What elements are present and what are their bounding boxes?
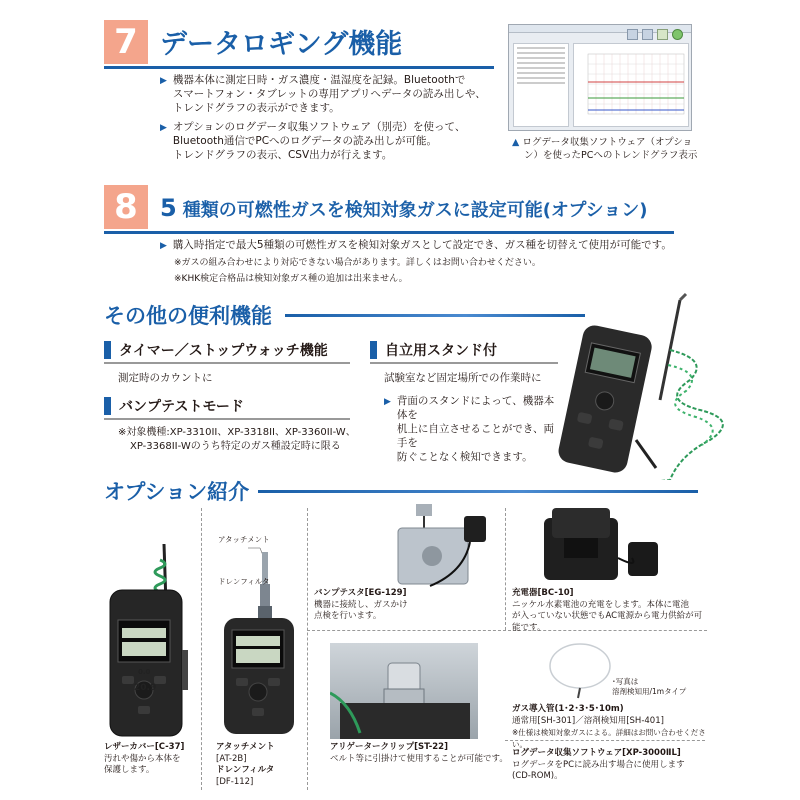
heading-text: タイマー／ストップウォッチ機能 [119, 343, 328, 359]
caption-title: アタッチメント [216, 742, 275, 752]
section-8-title-text: 種類の可燃性ガスを検知対象ガスに設定可能(オプション) [182, 200, 648, 221]
triangle-bullet-icon: ▶ [160, 123, 167, 133]
section-7-title: データロギング機能 [160, 29, 403, 60]
timer-text: 測定時のカウントに [118, 372, 213, 384]
section-7-bullets [160, 73, 500, 162]
gas-tube-caption [512, 704, 708, 750]
bullet-text: トレンドグラフの表示ができます。 [172, 102, 340, 114]
heading-text: バンプテストモード [119, 399, 244, 415]
caption-text: [AT-2B] [216, 753, 247, 764]
divider [307, 508, 308, 790]
caption-text: ログデータ収集ソフトウェア（オプショ [522, 137, 693, 148]
bump-tester-image [320, 498, 500, 588]
heading-text: 自立用スタンド付 [385, 343, 497, 359]
section-8-note-2: ※KHK検定合格品は検知対象ガス種の追加は出来ません。 [174, 274, 408, 284]
caption-text: [DF-112] [216, 776, 254, 787]
trend-graph [573, 43, 689, 127]
gas-tube-svg [540, 640, 620, 700]
bullet-text: Bluetooth通信でPCへのログデータの読み出しが可能。 [172, 135, 438, 147]
caption-title: バンプテスタ[EG-129] [314, 588, 407, 598]
alligator-clip-svg [330, 643, 478, 739]
bullet-text: 机上に自立させることができ、両手を [396, 423, 555, 449]
stand-rule [370, 362, 558, 364]
heading-bar [370, 341, 377, 359]
caption-title: アリゲータークリップ[ST-22] [330, 742, 448, 752]
device-stand-svg [550, 290, 730, 480]
section-8-note-1: ※ガスの組み合わせにより対応できない場合があります。詳しくはお問い合わせください。 [174, 258, 541, 268]
triangle-bullet-icon: ▶ [384, 397, 391, 407]
toolbar-icons [627, 29, 683, 40]
caption-text: ･写真は [612, 677, 639, 686]
options-rule [258, 490, 698, 493]
software-caption [512, 136, 702, 162]
section-8-rule [104, 231, 674, 234]
leather-cover-image [104, 540, 194, 740]
pump-test-note [118, 426, 356, 454]
divider [201, 508, 202, 790]
divider [505, 508, 506, 630]
bullet-text: トレンドグラフの表示、CSV出力が行えます。 [172, 149, 393, 161]
note-text: ※対象機種:XP-3310II、XP-3318II、XP-3360II-W、 [118, 427, 356, 438]
bullet-text: 購入時指定で最大5種類の可燃性ガスを検知対象ガスとして設定でき、ガス種を切替えて使用が可能です。 [172, 239, 672, 251]
stand-heading [370, 340, 497, 360]
options-title: オプション紹介 [104, 480, 250, 504]
caption-text: 汚れや傷から本体を [104, 753, 181, 764]
lcd-reading-1: 0.0 [138, 668, 151, 676]
alligator-clip-image [330, 643, 478, 739]
stand-text: 試験室など固定場所での作業時に [384, 372, 542, 384]
caption-text: (CD-ROM)。 [512, 771, 563, 781]
timer-rule [104, 362, 350, 364]
section-8-title [160, 194, 648, 222]
caption-text: ニッケル水素電池の充電をします。本体に電池 [512, 599, 690, 610]
attachment-caption [216, 742, 275, 788]
bump-tester-caption [314, 588, 408, 623]
section-7-number: 7 [104, 20, 148, 64]
caption-text: ※仕様は検知対象ガスによる。詳細はお問い合わせください。 [512, 728, 706, 749]
heading-bar [104, 397, 111, 415]
caption-title: ドレンフィルタ [216, 765, 275, 775]
alligator-clip-caption [330, 742, 508, 765]
bullet-text: 背面のスタンドによって、機器本体を [396, 395, 555, 421]
stand-bullet [384, 394, 564, 464]
drain-filter-label: ドレンフィルタ [218, 577, 270, 586]
charger-svg [530, 498, 700, 586]
heading-bar [104, 341, 111, 359]
settings-panel [513, 43, 569, 127]
charger-image [530, 498, 700, 586]
triangle-bullet-icon: ▶ [160, 241, 167, 251]
caption-title: ログデータ収集ソフトウェア[XP-3000ⅡL] [512, 748, 681, 758]
gas-tube-image [540, 640, 620, 700]
bullet-text: 機器本体に測定日時・ガス濃度・温湿度を記録。Bluetoothで [172, 74, 466, 86]
section-8-number: 8 [104, 185, 148, 229]
leather-cover-caption [104, 742, 184, 777]
timer-heading [104, 340, 328, 360]
other-features-rule [285, 314, 585, 317]
note-text: XP-3368II-Wのうち特定のガス種設定時に限る [130, 441, 341, 452]
caption-text: 溶剤検知用/1mタイプ [612, 687, 687, 696]
other-features-title: その他の便利機能 [104, 304, 272, 328]
trend-graph-svg [574, 44, 688, 126]
bullet-text: オプションのログデータ収集ソフトウェア（別売）を使って、 [172, 121, 466, 133]
caption-text: 機器に接続し、ガスかけ [314, 599, 408, 610]
charger-caption [512, 588, 708, 634]
caption-text: ベルト等に引掛けて使用することが可能です。 [330, 753, 508, 764]
pump-test-heading [104, 396, 244, 416]
caption-title: ガス導入管(1･2･3･5･10m) [512, 704, 624, 714]
caption-text: 通常用[SH-301]／溶剤検知用[SH-401] [512, 715, 664, 726]
bump-tester-svg [320, 498, 500, 588]
lcd-reading-2: 20.9 [134, 683, 157, 693]
triangle-up-icon: ▲ [512, 137, 520, 148]
section-8-bullet [160, 238, 720, 253]
software-screenshot [508, 24, 692, 131]
caption-text: ン）を使ったPCへのトレンドグラフ表示 [524, 150, 698, 161]
software-option-caption [512, 748, 708, 783]
leather-cover-svg [104, 540, 194, 740]
caption-text: が入っていない状態でもAC電源から電力供給が可能です。 [512, 611, 703, 633]
bullet-item [160, 73, 500, 115]
bullet-text: 防ぐことなく検知できます。 [396, 451, 533, 463]
pump-test-rule [104, 418, 350, 420]
device-on-stand-image [550, 290, 730, 480]
bullet-text: スマートフォン・タブレットの専用アプリへデータの読み出しや、 [172, 88, 486, 100]
caption-text: ログデータをPCに読み出す場合に使用します [512, 759, 685, 770]
attachment-svg [210, 518, 304, 740]
triangle-bullet-icon: ▶ [160, 76, 167, 86]
section-8-title-number: 5 [160, 194, 177, 222]
bullet-item [160, 120, 500, 162]
section-7-rule [104, 66, 494, 69]
attachment-image [210, 518, 304, 740]
caption-text: 点検を行います。 [314, 611, 382, 621]
attachment-label: アタッチメント [218, 535, 270, 544]
photo-note [612, 677, 686, 697]
caption-title: レザーカバー[C-37] [104, 742, 185, 752]
caption-title: 充電器[BC-10] [512, 588, 574, 598]
caption-text: 保護します。 [104, 765, 155, 775]
